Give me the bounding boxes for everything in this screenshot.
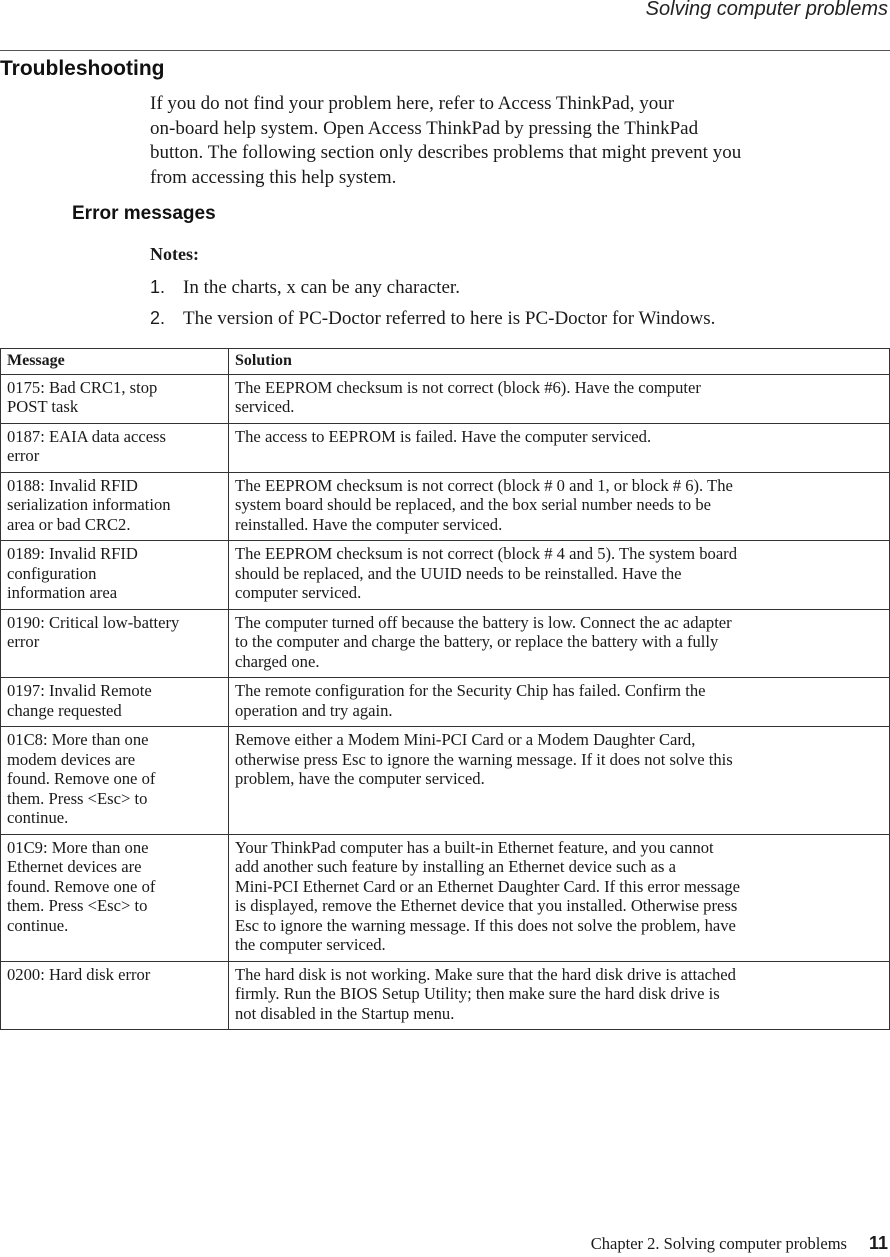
solution-cell — [229, 374, 890, 423]
solution-line: The EEPROM checksum is not correct (block # 0 and 1, or block # 6). The — [235, 475, 733, 495]
table-body — [1, 374, 890, 1030]
header-divider — [0, 50, 890, 51]
solution-line: system board should be replaced, and the box serial number needs to be — [235, 495, 712, 514]
message-line: continue. — [7, 808, 69, 827]
solution-cell — [229, 541, 890, 610]
note-text: In the charts, x can be any character. — [183, 277, 460, 298]
message-line: modem devices are — [7, 749, 136, 769]
table-row — [1, 609, 890, 678]
solution-line: Your ThinkPad computer has a built-in Ethernet feature, and you cannot — [235, 837, 714, 857]
message-line: configuration — [7, 563, 97, 583]
message-cell — [1, 727, 229, 835]
message-line: error — [7, 632, 40, 651]
message-line: 01C9: More than one — [7, 837, 149, 857]
message-line: 0175: Bad CRC1, stop — [7, 377, 158, 397]
table-row — [1, 374, 890, 423]
subsection-title: Error messages — [72, 203, 216, 224]
solution-line: The computer turned off because the battery is low. Connect the ac adapter — [235, 612, 732, 632]
solution-line: to the computer and charge the battery, or replace the battery with a fully — [235, 632, 719, 651]
table-row — [1, 834, 890, 961]
message-line: found. Remove one of — [7, 876, 156, 896]
solution-cell — [229, 472, 890, 541]
message-line: 0190: Critical low-battery — [7, 612, 180, 632]
table-row — [1, 423, 890, 472]
section-title: Troubleshooting — [0, 57, 165, 80]
solution-line: firmly. Run the BIOS Setup Utility; then make sure the hard disk drive is — [235, 984, 720, 1003]
message-line: serialization information — [7, 495, 171, 514]
intro-line: from accessing this help system. — [150, 166, 397, 188]
message-cell — [1, 678, 229, 727]
solution-line: reinstalled. Have the computer serviced. — [235, 514, 503, 534]
solution-line: computer serviced. — [235, 583, 362, 602]
column-header-solution: Solution — [229, 349, 890, 375]
solution-line: the computer serviced. — [235, 935, 386, 954]
message-cell — [1, 961, 229, 1030]
message-cell — [1, 472, 229, 541]
note-number: 1. — [150, 277, 166, 297]
solution-cell — [229, 678, 890, 727]
solution-line: add another such feature by installing an Ethernet device such as a — [235, 857, 676, 876]
running-header: Solving computer problems — [645, 0, 888, 20]
solution-line: The access to EEPROM is failed. Have the computer serviced. — [235, 426, 652, 446]
footer-chapter: Chapter 2. Solving computer problems — [590, 1234, 847, 1253]
note-text: The version of PC-Doctor referred to here is PC-Doctor for Windows. — [183, 308, 716, 329]
message-cell — [1, 609, 229, 678]
solution-line: should be replaced, and the UUID needs to be reinstalled. Have the — [235, 563, 682, 583]
message-line: 0197: Invalid Remote — [7, 681, 152, 700]
message-cell — [1, 834, 229, 961]
message-line: them. Press <Esc> to — [7, 788, 148, 808]
solution-line: serviced. — [235, 397, 295, 416]
message-line: change requested — [7, 700, 122, 720]
column-header-message: Message — [1, 349, 229, 375]
solution-cell — [229, 423, 890, 472]
solution-cell — [229, 609, 890, 678]
table-row — [1, 472, 890, 541]
message-line: Ethernet devices are — [7, 857, 142, 876]
message-line: continue. — [7, 915, 69, 935]
solution-line: Mini-PCI Ethernet Card or an Ethernet Daughter Card. If this error message — [235, 876, 741, 896]
solution-line: Remove either a Modem Mini-PCI Card or a Modem Daughter Card, — [235, 730, 696, 749]
solution-line: is displayed, remove the Ethernet device that you installed. Otherwise press — [235, 896, 738, 915]
table-row — [1, 961, 890, 1030]
table-row — [1, 727, 890, 835]
page-number: 11 — [868, 1233, 888, 1253]
message-cell — [1, 541, 229, 610]
note-item — [150, 308, 715, 330]
solution-line: The EEPROM checksum is not correct (block #6). Have the computer — [235, 377, 701, 397]
solution-cell — [229, 727, 890, 835]
message-line: area or bad CRC2. — [7, 514, 131, 534]
note-number: 2. — [150, 308, 166, 328]
message-cell — [1, 374, 229, 423]
solution-cell — [229, 961, 890, 1030]
intro-line: on-board help system. Open Access ThinkPad by pressing the ThinkPad — [150, 117, 699, 139]
solution-line: Esc to ignore the warning message. If this does not solve the problem, have — [235, 915, 736, 935]
solution-line: problem, have the computer serviced. — [235, 769, 485, 788]
intro-line: button. The following section only describes problems that might prevent you — [150, 142, 742, 163]
message-line: 0189: Invalid RFID — [7, 544, 138, 563]
message-line: 01C8: More than one — [7, 730, 149, 749]
message-line: 0200: Hard disk error — [7, 964, 151, 984]
message-line: information area — [7, 583, 118, 602]
solution-line: charged one. — [235, 651, 320, 671]
note-item — [150, 277, 460, 299]
error-messages-table — [0, 348, 890, 1030]
notes-label: Notes: — [150, 244, 199, 264]
message-line: 0187: EAIA data access — [7, 426, 166, 446]
message-line: 0188: Invalid RFID — [7, 475, 138, 495]
message-cell — [1, 423, 229, 472]
table-row — [1, 678, 890, 727]
solution-line: not disabled in the Startup menu. — [235, 1003, 455, 1023]
solution-line: The EEPROM checksum is not correct (block # 4 and 5). The system board — [235, 544, 738, 563]
solution-line: The hard disk is not working. Make sure that the hard disk drive is attached — [235, 964, 736, 984]
intro-line: If you do not find your problem here, refer to Access ThinkPad, your — [150, 93, 675, 114]
solution-line: operation and try again. — [235, 700, 393, 720]
message-line: them. Press <Esc> to — [7, 896, 148, 915]
page-footer — [591, 1233, 888, 1254]
message-line: error — [7, 446, 40, 465]
solution-line: otherwise press Esc to ignore the warning message. If it does not solve this — [235, 749, 733, 769]
message-line: found. Remove one of — [7, 769, 156, 788]
solution-line: The remote configuration for the Security Chip has failed. Confirm the — [235, 681, 706, 700]
table-row — [1, 541, 890, 610]
solution-cell — [229, 834, 890, 961]
intro-paragraph — [150, 92, 890, 190]
table-header-row — [1, 349, 890, 375]
message-line: POST task — [7, 397, 79, 416]
